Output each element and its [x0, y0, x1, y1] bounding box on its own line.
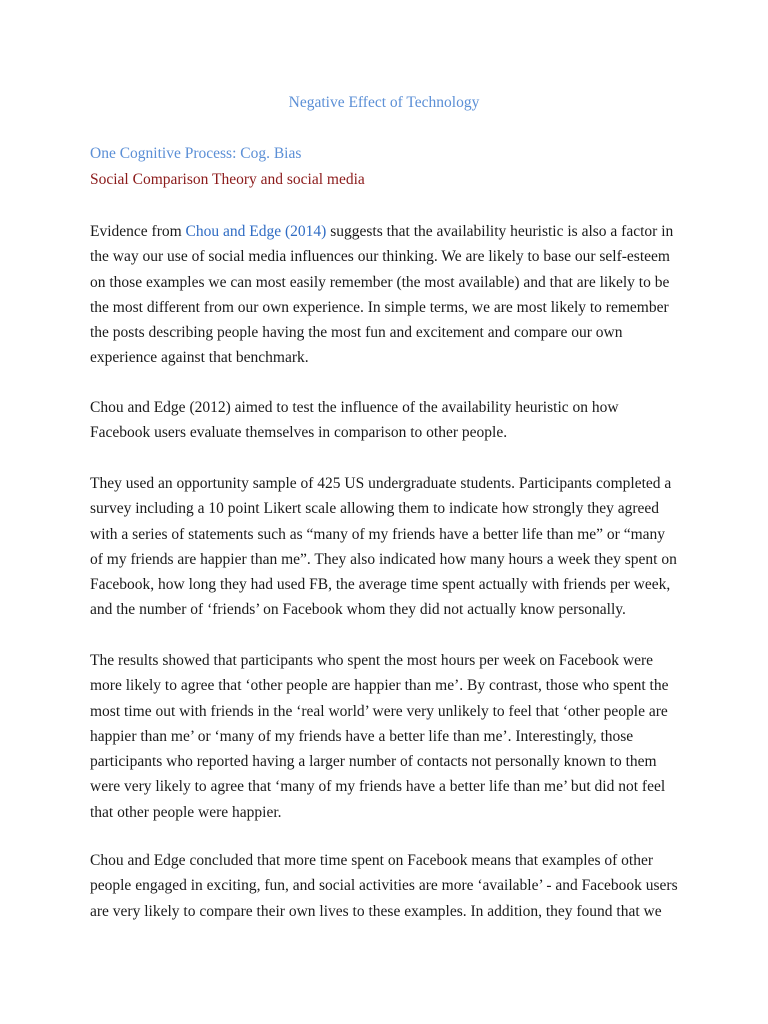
paragraph-results: The results showed that participants who spent the most hours per week on Facebook were more likely to agree that ‘other people are happier than me’. By contrast, those who spent the most time out with friends in the ‘real world’ were very unlikely to feel that ‘other people are happier than me’ or ‘many of my friends have a better life than me’. Interestingly, those participants who reported having a larger number of contacts not personally known to them were very likely to agree that ‘many of my friends have a better life than me’ but did not feel that other people were happier.	[90, 652, 669, 821]
paragraph-evidence	[90, 219, 680, 371]
paragraph-evidence-lead: Evidence from	[90, 223, 186, 240]
cognitive-process-heading: One Cognitive Process: Cog. Bias	[90, 145, 302, 162]
paragraph-conclusion: Chou and Edge concluded that more time spent on Facebook means that examples of other people engaged in exciting, fun, and social activities are more ‘available’ - and Facebook users are very likely to compare their own lives to these examples. In addition, they found that we	[90, 852, 678, 920]
chou-edge-citation-link[interactable]: Chou and Edge (2014)	[185, 223, 327, 240]
paragraph-aim: Chou and Edge (2012) aimed to test the influence of the availability heuristic on how Facebook users evaluate themselves in comparison to other people.	[90, 399, 619, 442]
page-title: Negative Effect of Technology	[288, 94, 480, 111]
paragraph-method: They used an opportunity sample of 425 US undergraduate students. Participants completed a survey including a 10 point Likert scale allowing them to indicate how strongly they agreed with a series of statements such as “many of my friends have a better life than me” or “many of my friends are happier than me”. They also indicated how many hours a week they spent on Facebook, how long they had used FB, the average time spent actually with friends per week, and the number of ‘friends’ on Facebook whom they did not actually know personally.	[90, 475, 677, 619]
paragraph-evidence-rest: suggests that the availability heuristic is also a factor in the way our use of social media influences our thinking. We are likely to base our self-esteem on those examples we can most easily remember (the most available) and that are likely to be the most different from our own experience. In simple terms, we are most likely to remember the posts describing people having the most fun and excitement and compare our own experience against that benchmark.	[90, 223, 674, 367]
theory-heading: Social Comparison Theory and social media	[90, 171, 365, 188]
